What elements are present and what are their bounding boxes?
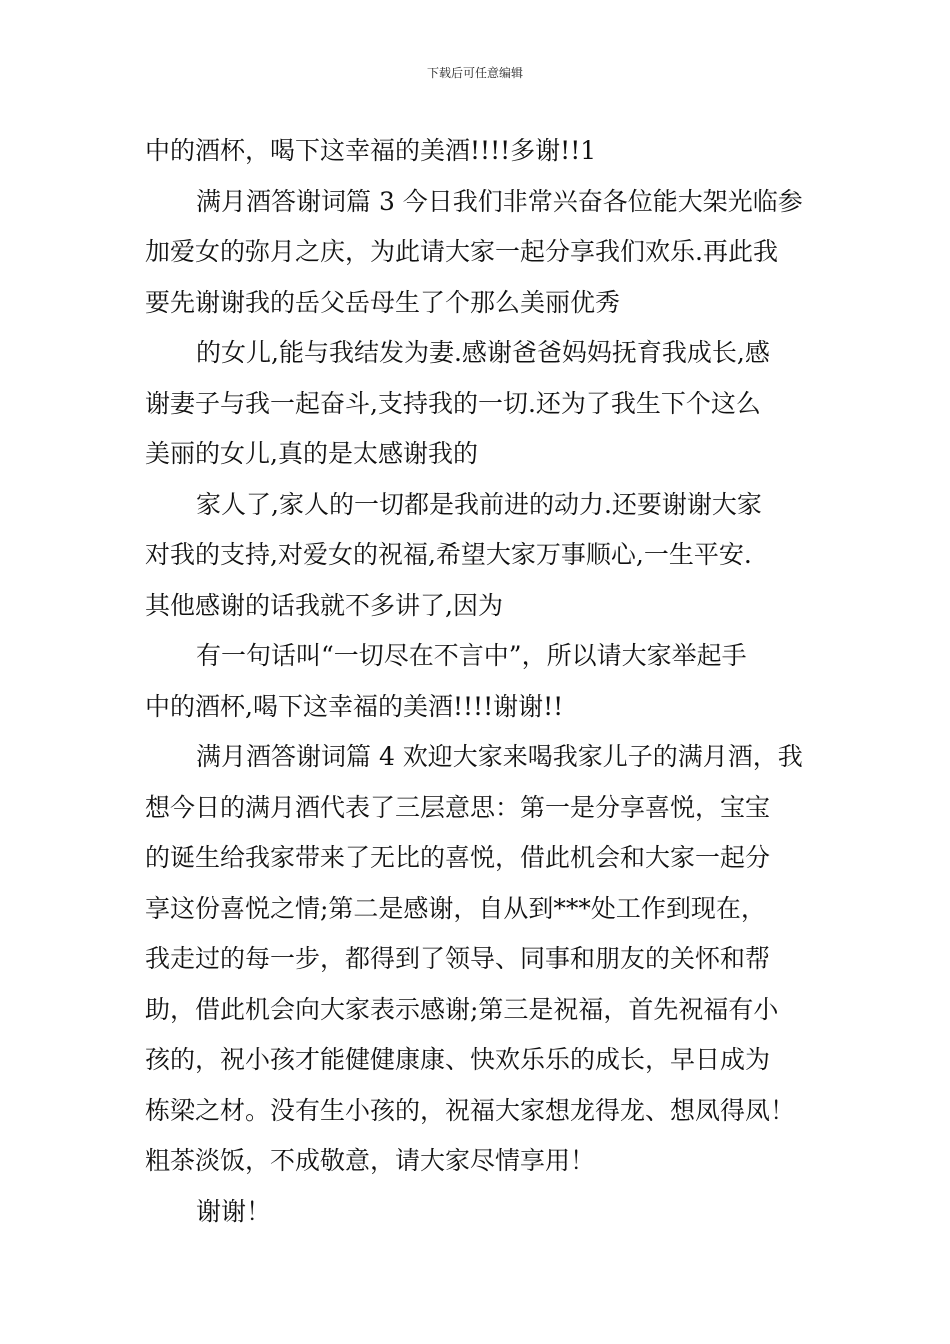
document-body [145,126,810,1237]
text-line: 其他感谢的话我就不多讲了,因为 [145,590,503,620]
text-line: 谢妻子与我一起奋斗,支持我的一切.还为了我生下个这么 [145,388,761,418]
text-line: 美丽的女儿,真的是太感谢我的 [145,439,478,468]
text-line: 的女儿,能与我结发为妻.感谢爸爸妈妈抚育我成长,感 [196,338,770,367]
text-line: 想今日的满月酒代表了三层意思：第一是分享喜悦，宝宝 [145,792,771,822]
text-line: 满月酒答谢词篇 4 欢迎大家来喝我家儿子的满月酒，我 [196,742,803,771]
text-line: 中的酒杯，喝下这幸福的美酒!!!!多谢!!1 [145,136,597,165]
text-line: 孩的，祝小孩才能健健康康、快欢乐乐的成长，早日成为 [145,1045,771,1074]
text-line: 我走过的每一步，都得到了领导、同事和朋友的关怀和帮 [145,944,771,973]
text-line: 要先谢谢我的岳父岳母生了个那么美丽优秀 [145,287,621,317]
text-line: 中的酒杯,喝下这幸福的美酒!!!!谢谢!! [145,691,564,721]
text-line: 栋梁之材。没有生小孩的，祝福大家想龙得龙、想凤得凤！ [145,1095,796,1125]
text-line: 有一句话叫“一切尽在不言中”，所以请大家举起手 [196,641,747,670]
text-line: 助，借此机会向大家表示感谢;第三是祝福，首先祝福有小 [145,994,779,1024]
text-line: 的诞生给我家带来了无比的喜悦，借此机会和大家一起分 [145,843,771,872]
text-line: 谢谢！ [196,1196,272,1226]
page-header: 下载后可任意编辑 [426,66,523,80]
text-line: 粗茶淡饭，不成敬意，请大家尽情享用！ [145,1146,596,1175]
text-line: 满月酒答谢词篇 3 今日我们非常兴奋各位能大架光临参 [196,186,803,216]
text-line: 加爱女的弥月之庆，为此请大家一起分享我们欢乐.再此我 [145,237,778,266]
text-line: 家人了,家人的一切都是我前进的动力.还要谢谢大家 [196,489,762,519]
text-line: 享这份喜悦之情;第二是感谢，自从到***处工作到现在， [145,893,766,923]
text-line: 对我的支持,对爱女的祝福,希望大家万事顺心,一生平安. [145,540,752,569]
